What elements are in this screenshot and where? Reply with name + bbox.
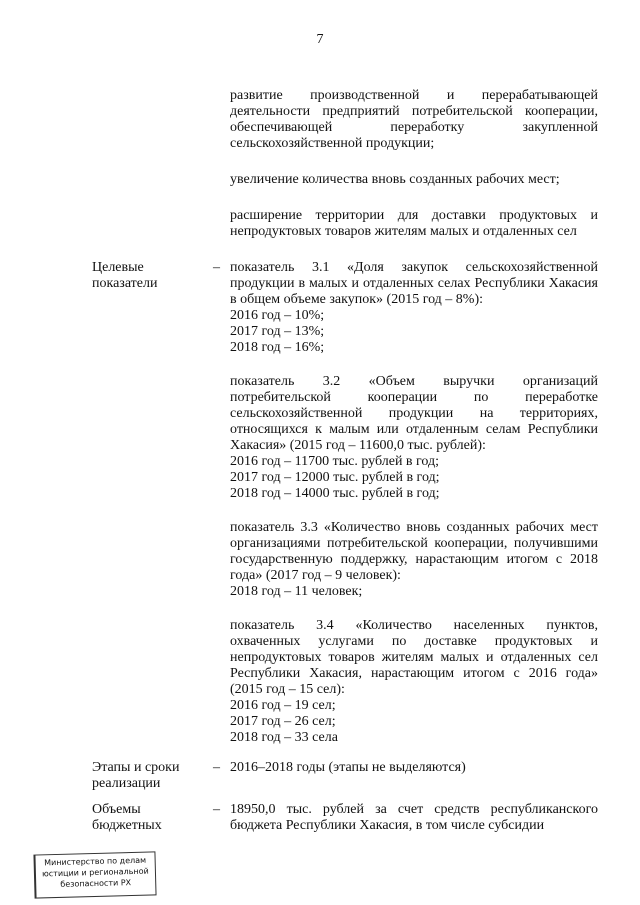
indicator bbox=[230, 260, 598, 356]
ministry-stamp bbox=[33, 851, 156, 898]
indicator-year: 2017 год – 12000 тыс. рублей в год; bbox=[230, 470, 440, 485]
indicator bbox=[230, 374, 598, 502]
indicator-text: показатель 3.3 «Количество вновь созданных рабочих мест организациями потребительской кооперации, получившими государственную поддержку, нарастающим итогом с 2018 года» (2017 год – 9 человек): bbox=[230, 520, 598, 583]
indicator-year: 2017 год – 13%; bbox=[230, 324, 325, 339]
intro-block bbox=[230, 88, 598, 260]
stamp-line: Министерство по делам bbox=[44, 855, 147, 868]
budget-text: 18950,0 тыс. рублей за счет средств республиканского бюджета Республики Хакасия, в том числе субсидии bbox=[230, 802, 598, 833]
indicator-year: 2018 год – 16%; bbox=[230, 340, 325, 355]
indicator bbox=[230, 618, 598, 746]
indicator-year: 2018 год – 11 человек; bbox=[230, 584, 363, 599]
intro-paragraph: расширение территории для доставки продуктовых и непродуктовых товаров жителям малых и отдаленных сел bbox=[230, 208, 598, 239]
intro-paragraph: увеличение количества вновь созданных рабочих мест; bbox=[230, 172, 560, 187]
indicator-text: показатель 3.2 «Объем выручки организаций потребительской кооперации по переработке сельскохозяйственной продукции на территориях, относящихся к малым или отдаленным селам Республики Хакасия» (2015 год – 11600,0 тыс. рублей): bbox=[230, 374, 598, 453]
indicator-year: 2016 год – 10%; bbox=[230, 308, 325, 323]
targets-label: Целевые показатели bbox=[92, 260, 158, 291]
budget-body bbox=[230, 802, 598, 834]
stages-label: Этапы и сроки реализации bbox=[92, 760, 180, 791]
indicator-text: показатель 3.1 «Доля закупок сельскохозяйственной продукции в малых и отдаленных селах Республики Хакасия в общем объеме закупок» (2015 год – 8%): bbox=[230, 260, 598, 307]
indicator-year: 2018 год – 14000 тыс. рублей в год; bbox=[230, 486, 440, 501]
stamp-line: юстиции и региональной bbox=[41, 866, 149, 879]
indicator-year: 2016 год – 11700 тыс. рублей в год; bbox=[230, 454, 440, 469]
indicator-year: 2018 год – 33 села bbox=[230, 730, 338, 745]
targets-body bbox=[230, 260, 598, 746]
stages-dash: – bbox=[213, 760, 220, 775]
stamp-line: безопасности РХ bbox=[60, 878, 132, 889]
intro-paragraph: развитие производственной и перерабатывающей деятельности предприятий потребительской кооперации, обеспечивающей переработку закупленной сельскохозяйственной продукции; bbox=[230, 88, 598, 151]
budget-dash: – bbox=[213, 802, 220, 817]
stages-text: 2016–2018 годы (этапы не выделяются) bbox=[230, 760, 466, 775]
indicator bbox=[230, 520, 598, 600]
indicator-text: показатель 3.4 «Количество населенных пунктов, охваченных услугами по доставке продуктовых и непродуктовых товаров жителям малых и отдаленных сел Республики Хакасия, нарастающим итогом с 2016 года» (2015 год – 15 сел): bbox=[230, 618, 598, 697]
page-number: 7 bbox=[316, 32, 324, 47]
stages-body bbox=[230, 760, 598, 776]
budget-label: Объемы бюджетных bbox=[92, 802, 162, 833]
indicator-year: 2017 год – 26 сел; bbox=[230, 714, 336, 729]
targets-dash: – bbox=[213, 260, 220, 275]
indicator-year: 2016 год – 19 сел; bbox=[230, 698, 336, 713]
